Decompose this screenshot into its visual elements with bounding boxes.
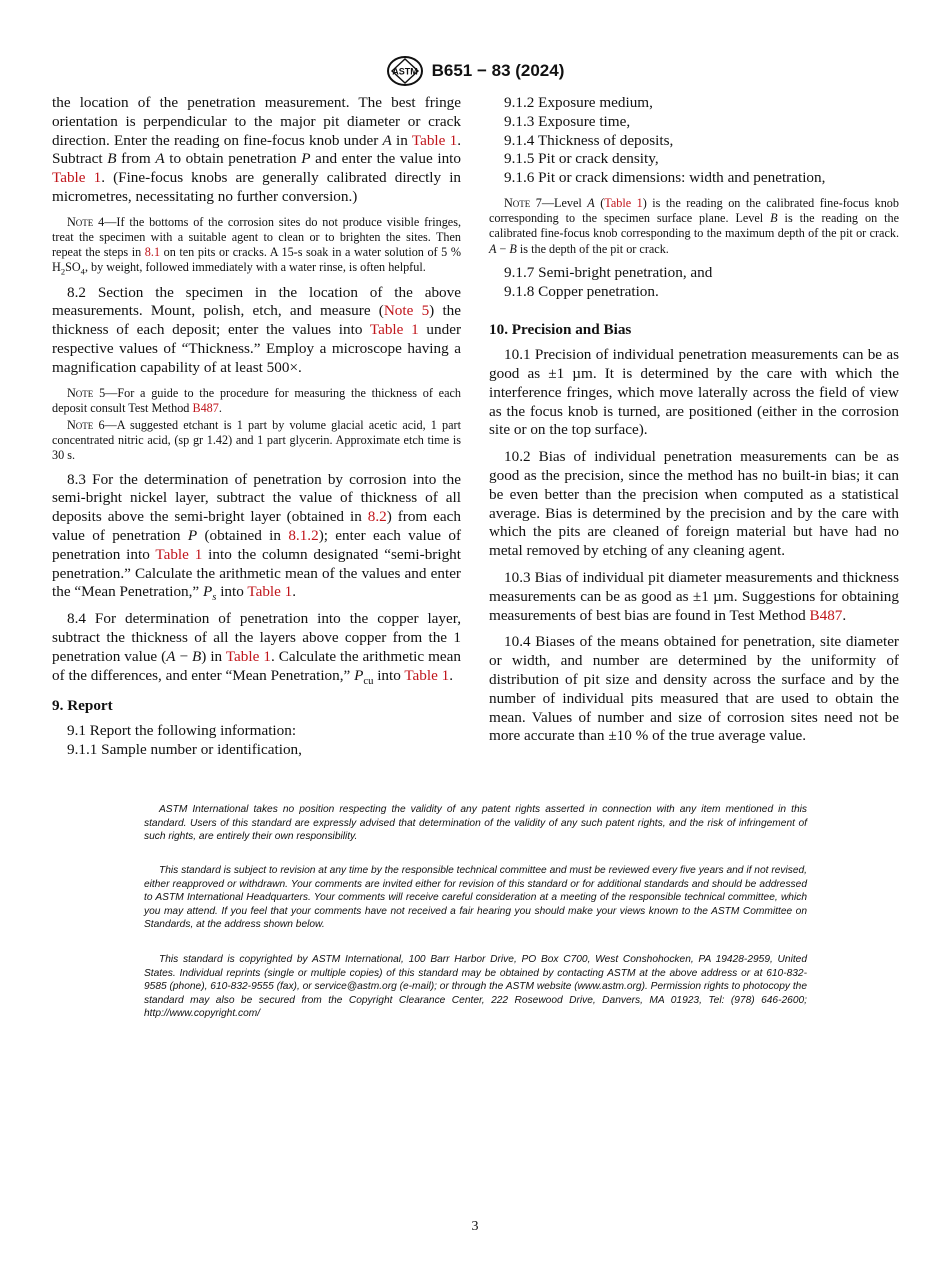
paragraph-8-4: 8.4 For determination of penetration into the copper layer, subtract the thickness of all the layers above copper from the 1 penetration value (A − B) in Table 1. Calculate the arithmetic mean of the differences, and enter “Mean Penetration,” $P_{cu}$ into Table 1. xyxy=(52,610,461,687)
list-item: 9.1.4 Thickness of deposits, xyxy=(504,131,674,149)
note-4: Note 4—If the bottoms of the corrosion sites do not produce visible fringes, treat the specimen with a suitable agent to clean or to brighten the sites. Then repeat the steps in 8.1 on ten pits or cracks. A 15-s soak in a water solution of 5 % $H_2SO_4$, by weight, followed immediately with a water rinse, is often helpful. xyxy=(52,214,462,277)
section-9-heading: 9. Report xyxy=(52,697,113,715)
list-item: 9.1.8 Copper penetration. xyxy=(504,282,659,300)
paragraph-10-3: 10.3 Bias of individual pit diameter measurements and thickness measurements can be as good as ±1 µm. Suggestions for obtaining measurements of best bias are found in Test Method B487. xyxy=(489,568,899,624)
paragraph-8-3: 8.3 For the determination of penetration by corrosion into the semi-bright nickel layer, subtract the value of thickness of all deposits above the semi-bright layer (obtained in 8.2) from each value of penetration P (obtained in 8.1.2); enter each value of penetration into Table 1 into the column designated “semi-bright penetration.” Calculate the arithmetic mean of the values and enter the “Mean Penetration,” $P_s$ into Table 1. xyxy=(52,470,461,604)
table-1-link[interactable]: Table 1 xyxy=(604,195,643,210)
page-number: 3 xyxy=(471,1219,479,1234)
patent-notice: ASTM International takes no position respecting the validity of any patent rights asserted in connection with any item mentioned in this standard. Users of this standard are expressly advised that determination of the validity of any such patent rights, and the risk of infringement of such rights, are entirely their own responsibility. xyxy=(144,804,807,843)
section-8-1-2-link[interactable]: 8.1.2 xyxy=(288,526,319,544)
left-column xyxy=(52,94,461,760)
page-header xyxy=(0,56,950,91)
list-item: 9.1.1 Sample number or identification, xyxy=(67,740,302,758)
revision-notice: This standard is subject to revision at any time by the responsible technical committee and must be reviewed every five years and if not revised, either reapproved or withdrawn. Your comments are invited either for revision of this standard or for additional standards and should be addressed to ASTM International Headquarters. Your comments will receive careful consideration at a meeting of the responsible technical committee, which you may attend. If you feel that your comments have not received a fair hearing you should make your views known to the ASTM Committee on Standards, at the address shown below. xyxy=(144,865,807,931)
section-8-1-link[interactable]: 8.1 xyxy=(144,245,161,260)
list-item: 9.1 Report the following information: xyxy=(67,722,297,740)
paragraph-10-2: 10.2 Bias of individual penetration measurements can be as good as the precision, since the method has no built-in bias; it can be even better than the precision when computed as a statistical average. Bias is determined by the precision and by the care with which the pits are cleaned of foreign material but have had no metal removed by etching of any cleaning agent. xyxy=(489,448,899,560)
copyright-notice: This standard is copyrighted by ASTM International, 100 Barr Harbor Drive, PO Box C700, West Conshohocken, PA 19428-2959, United States. Individual reprints (single or multiple copies) of this standard may be obtained by contacting ASTM at the above address or at 610-832-9585 (phone), 610-832-9555 (fax), or service@astm.org (e-mail); or through the ASTM website (www.astm.org). Permission rights to photocopy the standard may also be secured from the Copyright Clearance Center, 222 Rosewood Drive, Danvers, MA 01923, Tel: (978) 646-2600; http://www.copyright.com/ xyxy=(144,954,807,1020)
paragraph-8-2: 8.2 Section the specimen in the location of the above measurements. Mount, polish, etch, and measure (Note 5) the thickness of each deposit; enter the values into Table 1 under respective values of “Thickness.” Employ a microscope having a magnification capability of at least 500×. xyxy=(52,283,461,376)
paragraph-10-4: 10.4 Biases of the means obtained for penetration, site diameter or width, and number are determined by the uniformity of distribution of pit size and density across the surface and by the number of individual pits measured that are used to obtain the mean. Values of number and size of corrosion sites need not be more accurate than ±10 % of the true average value. xyxy=(489,633,899,745)
list-item: 9.1.5 Pit or crack density, xyxy=(504,150,659,168)
note-5: Note 5—For a guide to the procedure for measuring the thickness of each deposit consult Test Method B487. xyxy=(52,385,461,415)
right-column xyxy=(489,94,899,754)
note-5-link[interactable]: Note 5 xyxy=(383,302,430,320)
table-1-link[interactable]: Table 1 xyxy=(369,321,419,339)
table-1-link[interactable]: Table 1 xyxy=(411,131,458,149)
table-1-link[interactable]: Table 1 xyxy=(52,169,102,187)
list-item: 9.1.7 Semi-bright penetration, and xyxy=(504,263,713,281)
b487-link[interactable]: B487 xyxy=(192,400,219,415)
table-1-link[interactable]: Table 1 xyxy=(225,647,271,665)
table-1-link[interactable]: Table 1 xyxy=(155,545,203,563)
section-8-2-link[interactable]: 8.2 xyxy=(367,508,387,526)
paragraph-8-1-continued: the location of the penetration measurement. The best fringe orientation is perpendicular to the major pit diameter or crack direction. Enter the reading on fine-focus knob under A in Table 1. Subtract B from A to obtain penetration P and enter the value into Table 1. (Fine-focus knobs are generally calibrated directly in micrometres, necessitating no further conversion.) xyxy=(52,94,462,205)
astm-logo-icon xyxy=(386,56,424,86)
paragraph-10-1: 10.1 Precision of individual penetration measurements can be as good as ±1 µm. It is determined by the care with which the interference fringes, which move laterally across the field of view as the focus knob is turned, are positioned (either in the corrosion site or on the top surface). xyxy=(489,346,899,439)
logo-text: ASTM xyxy=(391,66,418,77)
note-6: Note 6—A suggested etchant is 1 part by volume glacial acetic acid, 1 part concentrated nitric acid, (sp gr 1.42) and 1 part glycerin. Approximate etch time is 30 s. xyxy=(52,417,461,463)
list-item: 9.1.3 Exposure time, xyxy=(504,112,631,130)
list-item: 9.1.6 Pit or crack dimensions: width and penetration, xyxy=(504,169,826,187)
note-7: Note 7—Level A (Table 1) is the reading on the calibrated fine-focus knob corresponding to the specimen surface plane. Level B is the reading on the calibrated fine-focus knob corresponding to the maximum depth of the pit or crack. A − B is the depth of the pit or crack. xyxy=(489,195,900,256)
list-item: 9.1.2 Exposure medium, xyxy=(504,94,653,111)
b487-link[interactable]: B487 xyxy=(809,606,843,624)
table-1-link[interactable]: Table 1 xyxy=(247,583,293,601)
document-designation: B651 − 83 (2024) xyxy=(431,61,565,80)
table-1-link[interactable]: Table 1 xyxy=(404,666,450,684)
section-10-heading: 10. Precision and Bias xyxy=(489,321,632,339)
